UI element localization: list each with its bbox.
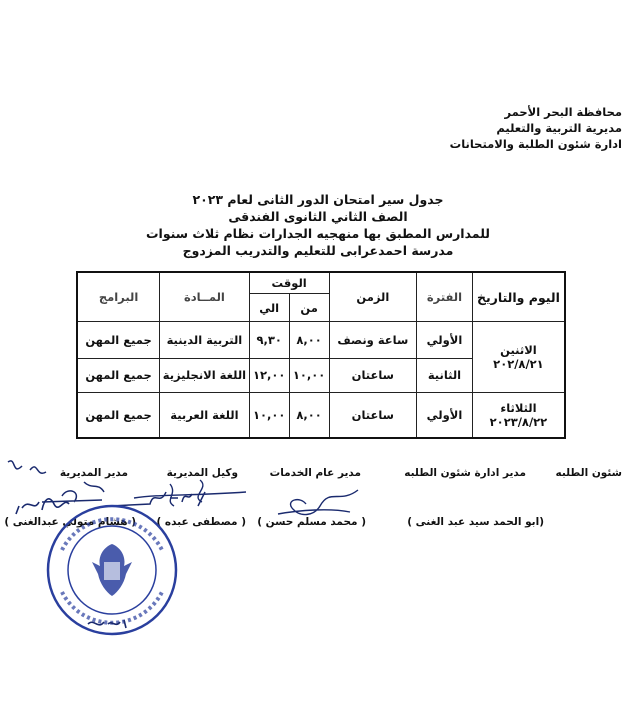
header-time: الوقت [249, 272, 329, 294]
date-label: ٢٠٢/٨/٢١ [493, 357, 544, 371]
sig-title-students-affairs: شئون الطلبه [555, 467, 622, 479]
duration-cell: ساعتان [329, 393, 417, 439]
exam-schedule-table [76, 271, 566, 439]
sig-title-services-gm: مدير عام الخدمات [269, 467, 361, 479]
sig-title-director: مدير المديرية [59, 467, 128, 479]
header-period: الفترة [417, 272, 473, 322]
to-cell: ١٢,٠٠ [249, 358, 289, 392]
sig-name-students-mgr: (ابو الحمد سيد عبد الغنى ) [407, 516, 544, 528]
sig-title-students-affairs-mgr: مدير ادارة شئون الطلبه [404, 467, 526, 479]
sig-name-deputy: ( مصطفى عبده ) [156, 516, 246, 528]
title-line-3: للمدارس المطبق بها منهجيه الجدارات نظام ثلاث سنوات [145, 226, 490, 241]
sig-title-deputy: وكيل المديرية [166, 467, 238, 479]
period-cell: الثانية [417, 358, 473, 392]
programs-cell: جميع المهن [77, 358, 160, 392]
date-label: ٢٠٢٣/٨/٢٢ [489, 415, 548, 429]
table-row [77, 393, 565, 439]
header-to: الي [249, 294, 289, 322]
document-title [0, 191, 636, 259]
duration-cell: ساعة ونصف [329, 322, 417, 359]
table-header-row [77, 272, 565, 294]
from-cell: ٨,٠٠ [289, 322, 329, 359]
letterhead [450, 104, 622, 152]
directorate-name: مديرية التربية والتعليم [496, 121, 622, 135]
subject-cell: التربية الدينية [160, 322, 250, 359]
subject-cell: اللغة العربية [160, 393, 250, 439]
day-date-cell [472, 322, 565, 393]
sig-name-services-gm: ( محمد مسلم حسن ) [257, 516, 366, 528]
day-label: الثلاثاء [500, 401, 537, 415]
day-date-cell [472, 393, 565, 439]
header-subject: المــادة [160, 272, 250, 322]
period-cell: الأولي [417, 322, 473, 359]
from-cell: ١٠,٠٠ [289, 358, 329, 392]
signature-services-gm [270, 484, 370, 524]
header-duration: الزمن [329, 272, 417, 322]
to-cell: ٩,٣٠ [249, 322, 289, 359]
title-line-1: جدول سير امتحان الدور الثانى لعام ٢٠٢٣ [192, 192, 444, 207]
handwritten-mark [84, 614, 130, 634]
sig-name-director: ( هشام متولي عبدالغنى ) [4, 516, 136, 528]
header-day-date: اليوم والتاريخ [472, 272, 565, 322]
subject-cell: اللغة الانجليزية [160, 358, 250, 392]
governorate-name: محافظة البحر الأحمر [504, 105, 622, 119]
programs-cell: جميع المهن [77, 322, 160, 359]
duration-cell: ساعتان [329, 358, 417, 392]
header-from: من [289, 294, 329, 322]
title-line-4: مدرسة احمدعرابى للتعليم والتدريب المزدوج [182, 243, 454, 258]
to-cell: ١٠,٠٠ [249, 393, 289, 439]
title-line-2: الصف الثاني الثانوى الفندقى [228, 209, 408, 224]
period-cell: الأولي [417, 393, 473, 439]
programs-cell: جميع المهن [77, 393, 160, 439]
department-name: ادارة شئون الطلبة والامتحانات [449, 137, 622, 151]
table-row [77, 322, 565, 359]
header-programs: البرامج [77, 272, 160, 322]
day-label: الاثنين [500, 343, 537, 357]
from-cell: ٨,٠٠ [289, 393, 329, 439]
